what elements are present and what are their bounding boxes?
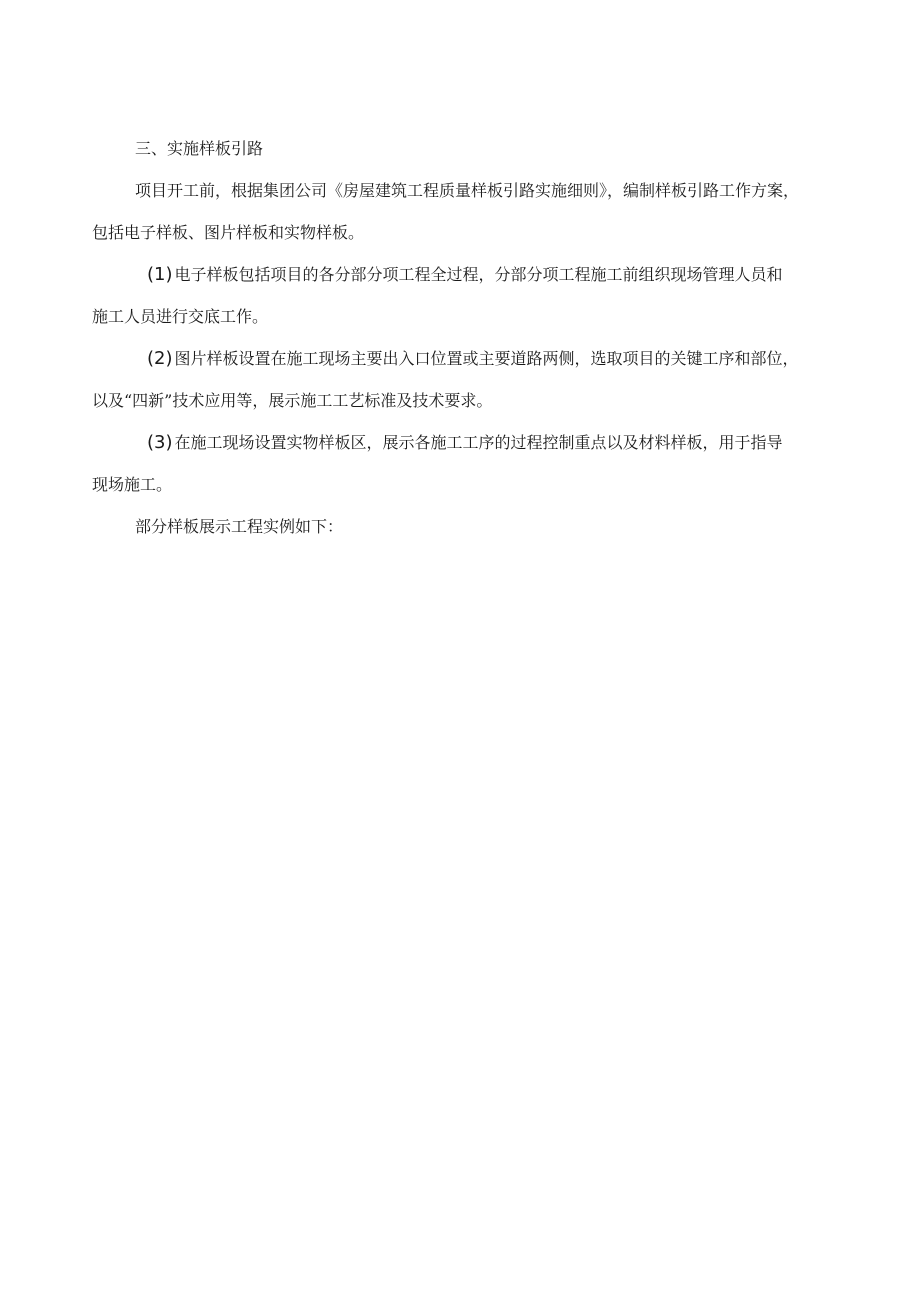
section-heading: 三、实施样板引路: [135, 139, 264, 158]
document-body: [92, 128, 842, 548]
list-item-text: 图片样板设置在施工现场主要出入口位置或主要道路两侧，选取项目的关键工序和部位，: [174, 349, 799, 368]
list-item-3: [92, 422, 842, 464]
closing-paragraph: 部分样板展示工程实例如下：: [135, 517, 344, 536]
intro-paragraph-line-1: 项目开工前，根据集团公司《房屋建筑工程质量样板引路实施细则》，编制样板引路工作方案，: [135, 181, 800, 200]
list-item-number: (2): [147, 348, 173, 369]
list-item-2-continuation: 以及“四新”技术应用等，展示施工工艺标准及技术要求。: [92, 391, 493, 410]
list-item-number: (1): [147, 264, 173, 285]
list-item-1-continuation: 施工人员进行交底工作。: [92, 307, 269, 326]
list-item-number: (3): [147, 432, 173, 453]
list-item-1: [92, 254, 842, 296]
intro-paragraph-line-2: 包括电子样板、图片样板和实物样板。: [92, 223, 365, 242]
list-item-text: 电子样板包括项目的各分部分项工程全过程，分部分项工程施工前组织现场管理人员和: [174, 265, 783, 284]
list-item-text: 在施工现场设置实物样板区，展示各施工工序的过程控制重点以及材料样板，用于指导: [174, 433, 783, 452]
list-item-3-continuation: 现场施工。: [92, 475, 173, 494]
list-item-2: [92, 338, 842, 380]
